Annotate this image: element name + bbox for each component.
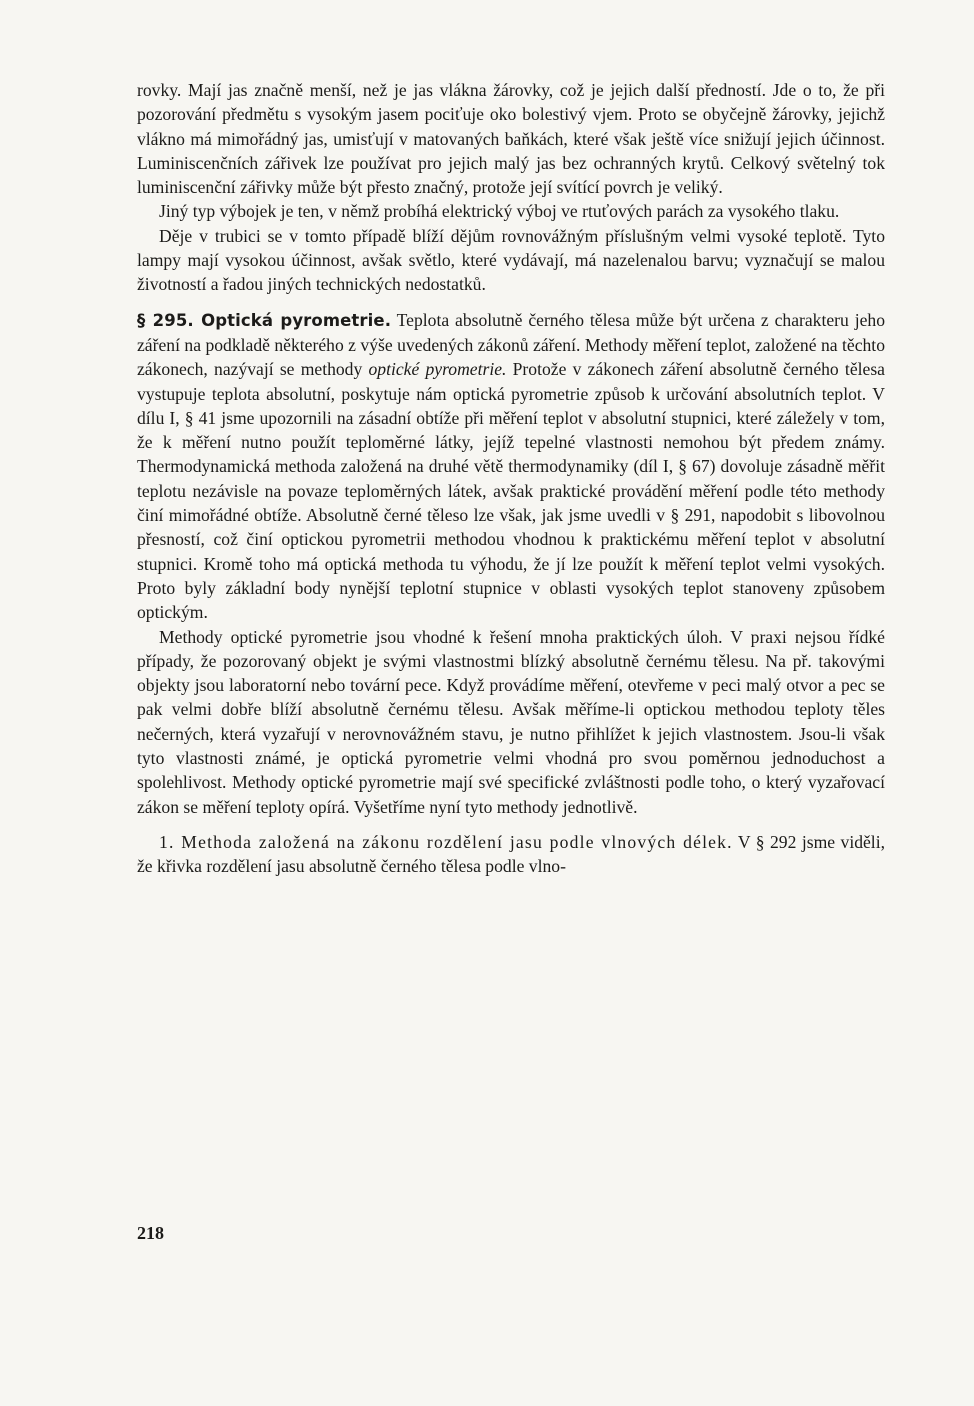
method-1-text: V § 292 jsme viděli, že křivka rozdělení jasu absolutně černého tělesa podle vlno- <box>137 831 885 877</box>
page-body <box>137 78 885 879</box>
method-1 <box>137 830 885 879</box>
section-emphasis: optické pyrometrie. <box>368 359 507 380</box>
section-heading: § 295. Optická pyrometrie. <box>137 310 392 330</box>
section-295 <box>137 308 885 625</box>
section-text-b: Protože v zákonech záření absolutně černého tělesa vystupuje teplota absolutní, poskytuje nám optická pyrometrie způsob k určování absolutních teplot. V dílu I, § 41 jsme upozornili na zásadní obtíže při měření teplot v absolutní stupnici, které záležely v tom, že k měření nutno použít teploměrné látky, jejíž tepelné vlastnosti nemohou být předem známy. Thermodynamická methoda založená na druhé větě thermodynamiky (díl I, § 67) dovoluje zásadně měřit teplotu nezávisle na povaze teploměrných látek, avšak praktické provádění měření podle této methody činí mimořádné obtíže. Absolutně černé těleso lze však, jak jsme uvedli v § 291, napodobit s libovolnou přesností, což činí optickou pyrometrii methodou vhodnou k praktickému měření teplot v absolutní stupnici. Kromě toho má optická methoda tu výhodu, že jí lze použít k měření teplot velmi vysokých. Proto byly základní body nynější teplotní stupnice v oblasti vysokých teplot stanoveny způsobem optickým. <box>137 359 885 623</box>
paragraph-tube-processes: Děje v trubici se v tomto případě blíží dějům rovnovážným příslušným velmi vysoké teplotě. Tyto lampy mají vysokou účinnost, avšak světlo, které vydávají, má nazelenalou barvu; vyznačují se malou životností a řadou jiných technických nedostatků. <box>137 225 885 295</box>
paragraph-pyrometry-methods: Methody optické pyrometrie jsou vhodné k řešení mnoha praktických úloh. V praxi nejsou řídké případy, že pozorovaný objekt je svými vlastnostmi blízký absolutně černému tělesu. Na př. takovými objekty jsou laboratorní nebo tovární pece. Když provádíme měření, otevřeme v peci malý otvor a pec se pak velmi dobře blíží absolutně černému tělesu. Avšak měříme-li optickou methodou teploty těles nečerných, která vyzařují v nerovnovážném stavu, je nutno přihlížet k jejich vlastnostem. Jsou-li však tyto vlastnosti známé, je optická pyrometrie velmi vhodná pro svou poměrnou jednoduchost a spolehlivost. Methody optické pyrometrie mají své specifické zvláštnosti podle toho, o který vyzařovací zákon se měření teploty opírá. Vyšetříme nyní tyto methody jednotlivě. <box>137 626 885 817</box>
section-text-a: Teplota absolutně černého tělesa může být určena z charakteru jeho záření na podkladě některého z výše uvedených zákonů záření. Methody měření teplot, založené na těchto zákonech, nazývají se methody <box>137 309 886 380</box>
paragraph-mercury-lamps: Jiný typ výbojek je ten, v němž probíhá elektrický výboj ve rtuťových parách za vysokého tlaku. <box>159 201 840 222</box>
paragraph-lamp-brightness: rovky. Mají jas značně menší, než je jas vlákna žárovky, což je jejich další předností. Jde o to, že při pozorování předmětu s vysokým jasem pociťuje oko bolestivý vjem. Proto se obyčejně žárovky, jejichž vlákno má mimořádný jas, umisťují v matovaných baňkách, které však ještě více snižují jejich účinnost. Luminiscenčních zářivek lze používat pro jejich malý jas bez ochranných krytů. Celkový světelný tok luminiscenční zářivky může být přesto značný, protože její svítící povrch je veliký. <box>137 80 885 198</box>
page-number: 218 <box>137 1223 164 1243</box>
method-1-title: 1. Methoda založená na zákonu rozdělení jasu podle vlnových délek. <box>159 831 733 852</box>
